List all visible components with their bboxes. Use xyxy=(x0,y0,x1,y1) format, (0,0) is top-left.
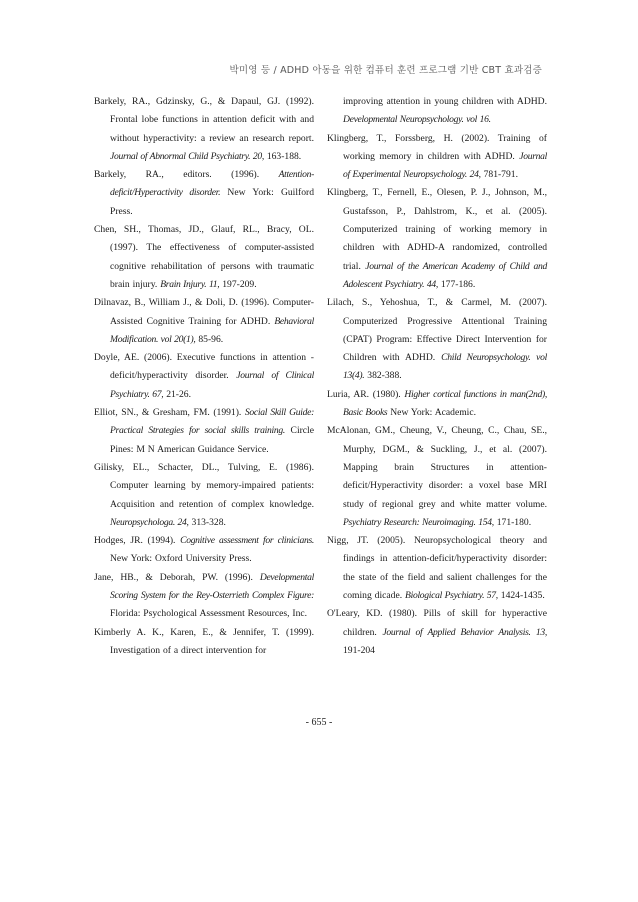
reference-entry: Doyle, AE. (2006). Executive functions in attention -deficit/hyperactivity disorder. Journal of Clinical Psychiatry. 67, 21-26. xyxy=(94,352,314,400)
reference-entry: McAlonan, GM., Cheung, V., Cheung, C., Chau, SE., Murphy, DGM., & Suckling, J., et al. (2007). Mapping brain Structures in attention-deficit/Hyperactivity disorder: a voxel base MRI study of regional grey and white matter volume. Psychiatry Research: Neuroimaging. 154, 171-180. xyxy=(327,425,547,528)
reference-entry: O'Leary, KD. (1980). Pills of skill for hyperactive children. Journal of Applied Behavior Analysis. 13, 191-204 xyxy=(327,608,547,656)
reference-entry: Luria, AR. (1980). Higher cortical functions in man(2nd), Basic Books New York: Academic. xyxy=(327,388,547,419)
reference-entry: Lilach, S., Yehoshua, T., & Carmel, M. (2007). Computerized Progressive Attentional Training (CPAT) Program: Effective Direct Intervention for Children with ADHD. Child Neuropsychology. vol 13(4). 382-388. xyxy=(327,297,547,382)
reference-entry: Gilisky, EL., Schacter, DL., Tulving, E. (1986). Computer learning by memory-impaired patients: Acquisition and retention of complex knowledge. Neuropsychologa. 24, 313-328. xyxy=(94,461,314,528)
reference-entry: Klingberg, T., Fernell, E., Olesen, P. J., Johnson, M., Gustafsson, P., Dahlstrom, K., et al. (2005). Computerized training of working memory in children with ADHD-A randomized, controlled trial. Journal of the American Academy of Child and Adolescent Psychiatry. 44, 177-186. xyxy=(327,187,547,290)
reference-entry: Chen, SH., Thomas, JD., Glauf, RL., Bracy, OL. (1997). The effectiveness of computer-assisted cognitive rehabilitation of persons with traumatic brain injury. Brain Injury. 11, 197-209. xyxy=(94,224,314,290)
references-right-column xyxy=(327,93,547,660)
reference-entry: Barkely, RA., editors. (1996). Attention-deficit/Hyperactivity disorder. New York: Guilford Press. xyxy=(94,169,314,217)
reference-continuation: improving attention in young children with ADHD. Developmental Neuropsychology. vol 16. xyxy=(343,96,547,126)
reference-entry: Elliot, SN., & Gresham, FM. (1991). Social Skill Guide: Practical Strategies for social skills training. Circle Pines: M N American Guidance Service. xyxy=(94,407,314,455)
reference-entry: Jane, HB., & Deborah, PW. (1996). Developmental Scoring System for the Rey-Osterrieth Complex Figure: Florida: Psychological Assessment Resources, Inc. xyxy=(94,571,314,620)
page-number: - 655 - xyxy=(305,717,333,728)
references-left-column xyxy=(94,93,314,660)
reference-entry: Klingberg, T., Forssberg, H. (2002). Training of working memory in children with ADHD. Journal of Experimental Neuropsychology. 24, 781-791. xyxy=(327,132,547,181)
reference-entry: Nigg, JT. (2005). Neuropsychological theory and findings in attention-deficit/hyperactivity disorder: the state of the field and salient challenges for the coming dicade. Biological Psychiatry. 57, 1424-1435. xyxy=(327,535,547,602)
reference-entry: Kimberly A. K., Karen, E., & Jennifer, T. (1999). Investigation of a direct intervention for xyxy=(94,626,314,656)
reference-entry: Barkely, RA., Gdzinsky, G., & Dapaul, GJ. (1992). Frontal lobe functions in attention deficit with and without hyperactivity: a review an research report. Journal of Abnormal Child Psychiatry. 20, 163-188. xyxy=(94,96,314,162)
reference-entry: Hodges, JR. (1994). Cognitive assessment for clinicians. New York: Oxford University Press. xyxy=(94,535,314,565)
reference-entry: Dilnavaz, B., William J., & Doli, D. (1996). Computer-Assisted Cognitive Training for ADHD. Behavioral Modification. vol 20(1), 85-96. xyxy=(94,297,314,345)
running-header: 박미영 등 / ADHD 아동을 위한 컴퓨터 훈련 프로그램 기반 CBT 효과검증 xyxy=(229,65,542,76)
